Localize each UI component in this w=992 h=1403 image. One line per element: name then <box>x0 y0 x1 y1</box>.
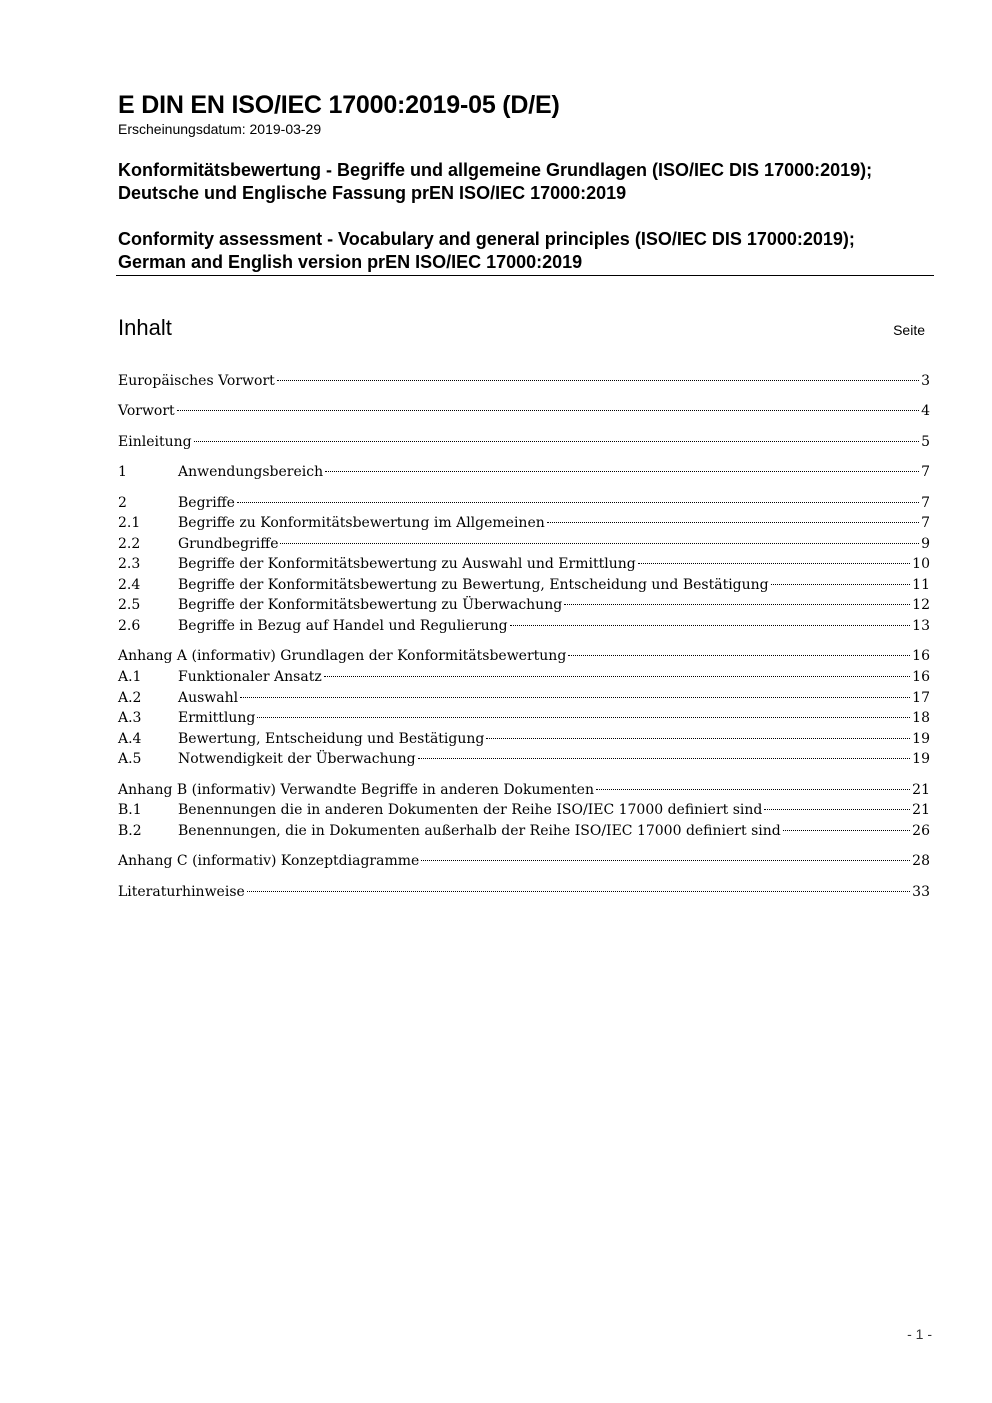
toc-entry[interactable] <box>118 821 930 841</box>
toc-entry[interactable] <box>118 688 930 708</box>
toc-entry-label: Vorwort <box>118 403 175 419</box>
toc-leader <box>783 830 910 831</box>
toc-entry-number: A.1 <box>118 669 142 685</box>
toc-leader <box>510 625 911 626</box>
document-id: E DIN EN ISO/IEC 17000:2019-05 (D/E) <box>118 91 560 119</box>
toc-entry[interactable] <box>118 749 930 769</box>
toc-entry-label: Bewertung, Entscheidung und Bestätigung <box>178 731 485 747</box>
toc-entry-label: Europäisches Vorwort <box>118 373 275 389</box>
toc-entry-label: Anhang A (informativ) Grundlagen der Konformitätsbewertung <box>118 648 567 664</box>
toc-entry-number: 2.3 <box>118 556 141 572</box>
toc-leader <box>486 738 910 739</box>
toc-entry[interactable] <box>118 493 930 513</box>
toc-entry-page: 7 <box>921 515 930 531</box>
toc-entry-number: 2.5 <box>118 597 141 613</box>
toc-leader <box>325 471 919 472</box>
toc-entry-label: Begriffe zu Konformitätsbewertung im Allgemeinen <box>178 515 545 531</box>
toc-entry-number: B.2 <box>118 823 142 839</box>
toc-entry[interactable] <box>118 882 930 902</box>
title-german: Konformitätsbewertung - Begriffe und allgemeine Grundlagen (ISO/IEC DIS 17000:2019); Deutsche und Englische Fassung prEN ISO/IEC 17000:2019 <box>118 160 873 203</box>
toc-entry[interactable] <box>118 708 930 728</box>
toc-entry-label: Anhang C (informativ) Konzeptdiagramme <box>118 853 420 869</box>
toc-entry-page: 3 <box>921 373 930 389</box>
toc-entry[interactable] <box>118 616 930 636</box>
toc-entry-label: Begriffe der Konformitätsbewertung zu Bewertung, Entscheidung und Bestätigung <box>178 577 769 593</box>
toc-entry[interactable] <box>118 462 930 482</box>
toc-entry-page: 21 <box>912 782 930 798</box>
toc-entry-number: A.2 <box>118 690 142 706</box>
toc-entry-page: 9 <box>921 536 930 552</box>
toc-entry-page: 18 <box>912 710 930 726</box>
toc-entry-page: 12 <box>912 597 930 613</box>
toc-entry-number: 1 <box>118 464 127 480</box>
toc-leader <box>568 655 910 656</box>
toc-entry[interactable] <box>118 371 930 391</box>
toc-entry-number: 2 <box>118 495 127 511</box>
toc-entry-number: 2.2 <box>118 536 141 552</box>
header-divider <box>116 275 934 276</box>
toc-entry-page: 17 <box>912 690 930 706</box>
toc-entry-page: 21 <box>912 802 930 818</box>
toc-entry-page: 28 <box>912 853 930 869</box>
toc-entry-page: 4 <box>921 403 930 419</box>
toc-entry[interactable] <box>118 554 930 574</box>
toc-entry-label: Funktionaler Ansatz <box>178 669 322 685</box>
toc-entry-page: 19 <box>912 731 930 747</box>
toc-page-column-label: Seite <box>893 322 925 338</box>
toc-leader <box>324 676 910 677</box>
title-english: Conformity assessment - Vocabulary and general principles (ISO/IEC DIS 17000:2019); German and English version prEN ISO/IEC 17000:2019 <box>118 229 855 272</box>
publication-date: Erscheinungsdatum: 2019-03-29 <box>118 121 322 137</box>
toc-entry[interactable] <box>118 800 930 820</box>
toc-entry-page: 11 <box>912 577 930 593</box>
toc-entry[interactable] <box>118 780 930 800</box>
toc-entry-label: Benennungen, die in Dokumenten außerhalb der Reihe ISO/IEC 17000 definiert sind <box>178 823 781 839</box>
toc-entry-number: 2.1 <box>118 515 141 531</box>
toc-leader <box>596 789 910 790</box>
toc-entry-label: Einleitung <box>118 434 192 450</box>
toc-entry-number: A.5 <box>118 751 142 767</box>
toc-entry-page: 10 <box>912 556 930 572</box>
toc-entry-label: Begriffe der Konformitätsbewertung zu Auswahl und Ermittlung <box>178 556 636 572</box>
toc-entry[interactable] <box>118 534 930 554</box>
toc-entry[interactable] <box>118 513 930 533</box>
toc-entry-page: 5 <box>921 434 930 450</box>
toc-entry-number: 2.6 <box>118 618 141 634</box>
toc-entry-label: Literaturhinweise <box>118 884 245 900</box>
toc-entry[interactable] <box>118 401 930 421</box>
toc-entry-label: Anhang B (informativ) Verwandte Begriffe in anderen Dokumenten <box>118 782 594 798</box>
page-number: - 1 - <box>907 1326 932 1342</box>
toc-leader <box>277 380 919 381</box>
toc-entry-label: Ermittlung <box>178 710 256 726</box>
toc-entry-page: 16 <box>912 648 930 664</box>
toc-leader <box>257 717 910 718</box>
toc-leader <box>240 697 910 698</box>
toc-leader <box>237 502 919 503</box>
toc-heading: Inhalt <box>118 315 172 340</box>
toc-entry[interactable] <box>118 729 930 749</box>
toc-entry-label: Begriffe in Bezug auf Handel und Regulierung <box>178 618 508 634</box>
toc-entry-page: 7 <box>921 495 930 511</box>
toc-entry-label: Anwendungsbereich <box>178 464 324 480</box>
toc-leader <box>764 809 910 810</box>
toc-leader <box>247 891 910 892</box>
toc-entry-number: 2.4 <box>118 577 141 593</box>
toc-leader <box>771 584 911 585</box>
toc-entry-label: Begriffe der Konformitätsbewertung zu Überwachung <box>178 597 563 613</box>
toc-leader <box>547 522 919 523</box>
toc-entry[interactable] <box>118 646 930 666</box>
toc-leader <box>564 604 910 605</box>
toc-entry-label: Auswahl <box>178 690 239 706</box>
toc-leader <box>194 441 920 442</box>
toc-entry[interactable] <box>118 575 930 595</box>
toc-entry-number: B.1 <box>118 802 142 818</box>
toc-entry[interactable] <box>118 851 930 871</box>
toc-entry-label: Benennungen die in anderen Dokumenten der Reihe ISO/IEC 17000 definiert sind <box>178 802 763 818</box>
toc-entry-page: 26 <box>912 823 930 839</box>
toc-leader <box>638 563 910 564</box>
toc-entry-page: 7 <box>921 464 930 480</box>
toc-entry-number: A.4 <box>118 731 142 747</box>
toc-entry[interactable] <box>118 595 930 615</box>
toc-entry[interactable] <box>118 432 930 452</box>
toc-leader <box>421 860 910 861</box>
toc-leader <box>280 543 919 544</box>
toc-leader <box>418 758 911 759</box>
toc-entry[interactable] <box>118 667 930 687</box>
toc-entry-label: Notwendigkeit der Überwachung <box>178 751 416 767</box>
toc-entry-page: 13 <box>912 618 930 634</box>
toc-entry-number: A.3 <box>118 710 142 726</box>
toc-entry-page: 16 <box>912 669 930 685</box>
toc-entry-page: 19 <box>912 751 930 767</box>
toc-entry-label: Grundbegriffe <box>178 536 279 552</box>
toc-leader <box>177 410 919 411</box>
toc-entry-page: 33 <box>912 884 930 900</box>
toc-entry-label: Begriffe <box>178 495 235 511</box>
